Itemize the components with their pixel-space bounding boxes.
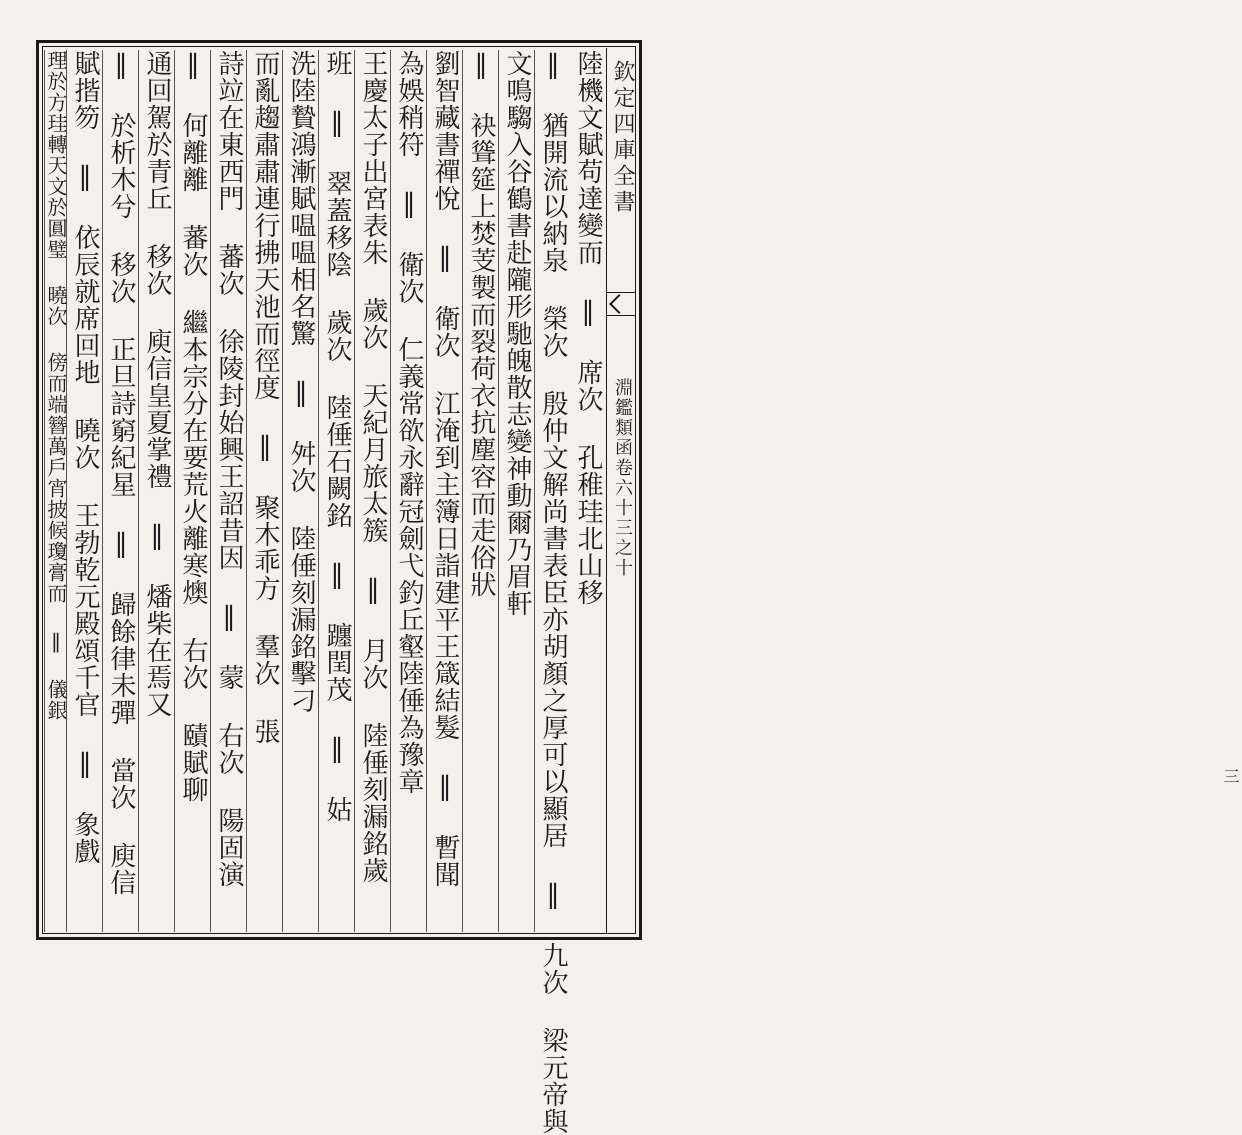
volume-label: 淵鑑類函卷六十三之十 bbox=[612, 378, 633, 578]
text-column-10: 而亂趨肅肅連行拂天池而徑度 ‖ 聚木乖方 羣次 張 bbox=[246, 50, 283, 932]
text-column-5: 劉智藏書禪悅 ‖ 衛次 江淹到主簿日詣建平王箴結髮 ‖ 暫聞 bbox=[426, 50, 463, 932]
text-column-11: 詩竝在東西門 蕃次 徐陵封始興王詔昔因 ‖ 蒙 右次 陽固演 bbox=[210, 50, 247, 932]
book-title: 欽定四庫全書 bbox=[610, 60, 635, 216]
fishtail-mark bbox=[606, 292, 636, 316]
text-column-13: 通回駕於青丘 移次 庾信皇夏掌禮 ‖ 燔柴在焉又 bbox=[138, 50, 175, 932]
text-column-2: ‖ 猶開流以納泉 榮次 殷仲文解尚書表臣亦胡顏之厚可以顯居 ‖ 九次 梁元帝與 bbox=[534, 50, 571, 932]
text-column-7: 王慶太子出宮表朱 歲次 天紀月旅太簇 ‖ 月次 陸倕刻漏銘歲 bbox=[354, 50, 391, 932]
text-column-6: 為娛稍符 ‖ 衛次 仁義常欲永辭冠劍弋釣丘壑陸倕為豫章 bbox=[390, 50, 427, 932]
text-column-15: 賦揩笏 ‖ 依辰就席回地 曉次 王勃乾元殿頌千官 ‖ 象戲 bbox=[66, 50, 103, 932]
text-column-4: ‖ 袂聳筵上焚芰製而裂荷衣抗塵容而走俗狀 bbox=[462, 50, 499, 932]
text-column-16: 理於方珪轉天文於圓璧 曉次 傍而端簪萬戶宵披候瓊膏而 ‖ 儀銀 bbox=[44, 50, 67, 932]
side-margin bbox=[606, 48, 1240, 934]
text-column-3: 文鳴騶入谷鶴書赴隴形馳魄散志變神動爾乃眉軒 bbox=[498, 50, 535, 932]
page-number: 三 bbox=[1221, 768, 1240, 784]
text-column-14: ‖ 於析木兮 移次 正旦詩窮紀星 ‖ 歸餘律未彈 當次 庾信 bbox=[102, 50, 139, 932]
text-column-8: 班 ‖ 翠蓋移陰 歲次 陸倕石闕銘 ‖ 躔閏茂 ‖ 姑 bbox=[318, 50, 355, 932]
text-column-9: 洗陸贄鴻漸賦嗢嗢相名驚 ‖ 舛次 陸倕刻漏銘擊刁 bbox=[282, 50, 319, 932]
text-column-12: ‖ 何離離 蕃次 繼本宗分在要荒火離寒燠 右次 賾賦聊 bbox=[174, 50, 211, 932]
text-column-1: 陸機文賦苟達變而 ‖ 席次 孔稚珪北山移 bbox=[573, 50, 603, 606]
